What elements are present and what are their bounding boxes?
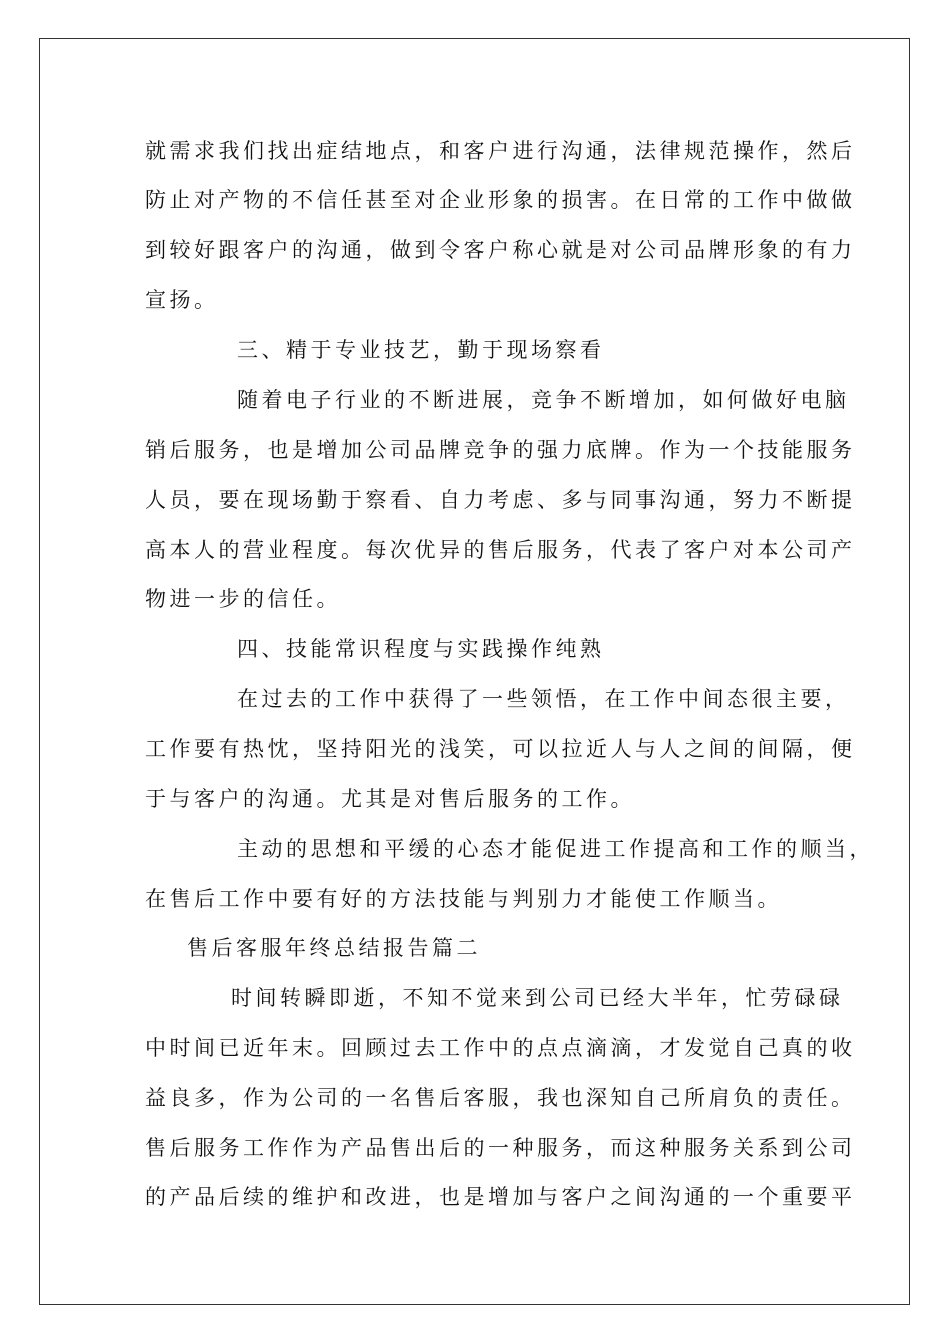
body-line: 销后服务，也是增加公司品牌竞争的强力底牌。作为一个技能服务 [145,438,856,462]
body-line: 的产品后续的维护和改进，也是增加与客户之间沟通的一个重要平 [145,1185,856,1209]
body-line: 就需求我们找出症结地点，和客户进行沟通，法律规范操作，然后 [145,139,856,163]
body-line: 高本人的营业程度。每次优异的售后服务，代表了客户对本公司产 [145,538,856,562]
body-line: 物进一步的信任。 [145,587,341,611]
body-line: 在售后工作中要有好的方法技能与判别力才能使工作顺当。 [145,887,782,911]
body-line: 时间转瞬即逝，不知不觉来到公司已经大半年，忙劳碌碌 [231,986,844,1010]
body-line: 主动的思想和平缓的心态才能促进工作提高和工作的顺当， [237,837,874,861]
chapter-title: 售后客服年终总结报告篇二 [187,936,481,960]
body-line: 防止对产物的不信任甚至对企业形象的损害。在日常的工作中做做 [145,188,856,212]
section-heading: 三、精于专业技艺，勤于现场察看 [237,338,605,362]
body-line: 工作要有热忱，坚持阳光的浅笑，可以拉近人与人之间的间隔，便 [145,737,856,761]
body-line: 益良多，作为公司的一名售后客服，我也深知自己所肩负的责任。 [145,1086,856,1110]
page-border [39,38,910,1305]
body-line: 到较好跟客户的沟通，做到令客户称心就是对公司品牌形象的有力 [145,238,856,262]
body-line: 于与客户的沟通。尤其是对售后服务的工作。 [145,787,635,811]
body-line: 随着电子行业的不断进展，竞争不断增加，如何做好电脑 [237,388,850,412]
section-heading: 四、技能常识程度与实践操作纯熟 [237,637,605,661]
body-line: 在过去的工作中获得了一些领悟，在工作中间态很主要， [237,687,850,711]
body-line: 宣扬。 [145,288,219,312]
body-line: 售后服务工作作为产品售出后的一种服务，而这种服务关系到公司 [145,1136,856,1160]
body-line: 中时间已近年末。回顾过去工作中的点点滴滴，才发觉自己真的收 [145,1036,856,1060]
body-line: 人员，要在现场勤于察看、自力考虑、多与同事沟通，努力不断提 [145,488,856,512]
